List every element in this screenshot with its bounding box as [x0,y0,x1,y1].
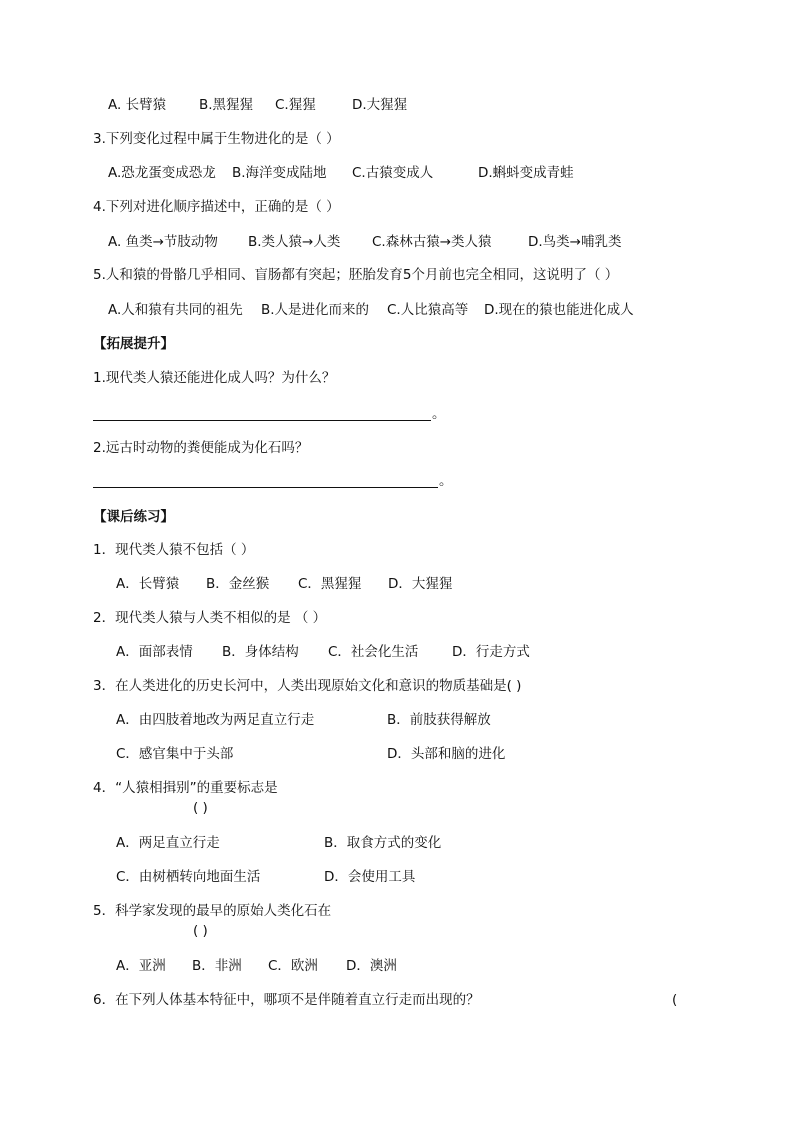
extension-heading: 【拓展提升】 [93,336,174,352]
q5-option-c: C.人比猿高等 [387,302,469,318]
hw-q2-option-c: C．社会化生活 [328,644,419,660]
extension-q1-end-mark: 。 [432,406,446,422]
hw-q6-paren: ( [672,992,678,1008]
q2-option-a: A. 长臂猿 [108,97,167,113]
hw-q6-stem: 6．在下列人体基本特征中，哪项不是伴随着直立行走而出现的？ [93,992,480,1008]
q3-option-b: B.海洋变成陆地 [232,165,327,181]
hw-q5-stem: 5．科学家发现的最早的原始人类化石在 [93,903,332,919]
q4-option-c: C.森林古猿→类人猿 [372,234,492,250]
hw-q4-paren: ( ) [193,800,208,816]
q3-option-c: C.古猿变成人 [352,165,434,181]
q2-option-c: C.猩猩 [275,97,316,113]
hw-q1-option-c: C．黑猩猩 [298,576,362,592]
hw-q4-option-a: A．两足直立行走 [116,835,220,851]
hw-q1-option-a: A．长臂猿 [116,576,180,592]
hw-q4-stem: 4．“人猿相揖别”的重要标志是 [93,780,278,796]
hw-q5-option-c: C．欧洲 [268,958,318,974]
extension-q1: 1.现代类人猿还能进化成人吗？为什么？ [93,370,336,386]
q5-option-a: A.人和猿有共同的祖先 [108,302,243,318]
hw-q4-option-c: C．由树栖转向地面生活 [116,869,261,885]
extension-q2-end-mark: 。 [439,473,453,489]
extension-q1-answer-line[interactable] [93,420,431,421]
q4-stem: 4.下列对进化顺序描述中，正确的是（ ） [93,199,340,215]
q5-option-b: B.人是进化而来的 [261,302,370,318]
hw-q5-option-b: B．非洲 [192,958,242,974]
hw-q5-option-a: A．亚洲 [116,958,166,974]
q3-option-a: A.恐龙蛋变成恐龙 [108,165,216,181]
homework-heading: 【课后练习】 [93,509,174,525]
hw-q3-option-c: C．感官集中于头部 [116,746,234,762]
hw-q4-option-d: D．会使用工具 [324,869,416,885]
q5-option-d: D.现在的猿也能进化成人 [484,302,634,318]
hw-q3-stem: 3．在人类进化的历史长河中，人类出现原始文化和意识的物质基础是( ) [93,678,522,694]
q4-option-d: D.鸟类→哺乳类 [528,234,622,250]
hw-q5-option-d: D．澳洲 [346,958,397,974]
hw-q1-stem: 1．现代类人猿不包括（ ） [93,542,255,558]
extension-q2-answer-line[interactable] [93,487,438,488]
extension-q2: 2.远古时动物的粪便能成为化石吗？ [93,440,309,456]
hw-q5-paren: ( ) [193,923,208,939]
hw-q2-stem: 2．现代类人猿与人类不相似的是 （ ） [93,610,327,626]
hw-q2-option-a: A．面部表情 [116,644,193,660]
q5-stem: 5.人和猿的骨骼几乎相同、盲肠都有突起；胚胎发育5个月前也完全相同，这说明了（ ） [93,267,619,283]
hw-q3-option-a: A．由四肢着地改为两足直立行走 [116,712,315,728]
q3-stem: 3.下列变化过程中属于生物进化的是（ ） [93,131,340,147]
hw-q2-option-b: B．身体结构 [222,644,299,660]
hw-q1-option-b: B．金丝猴 [206,576,270,592]
hw-q3-option-d: D．头部和脑的进化 [387,746,506,762]
q3-option-d: D.蝌蚪变成青蛙 [478,165,574,181]
q4-option-b: B.类人猿→人类 [248,234,341,250]
hw-q4-option-b: B．取食方式的变化 [324,835,442,851]
hw-q1-option-d: D．大猩猩 [388,576,453,592]
hw-q3-option-b: B．前肢获得解放 [387,712,491,728]
q4-option-a: A. 鱼类→节肢动物 [108,234,218,250]
q2-option-b: B.黑猩猩 [199,97,254,113]
q2-option-d: D.大猩猩 [352,97,408,113]
hw-q2-option-d: D．行走方式 [452,644,530,660]
